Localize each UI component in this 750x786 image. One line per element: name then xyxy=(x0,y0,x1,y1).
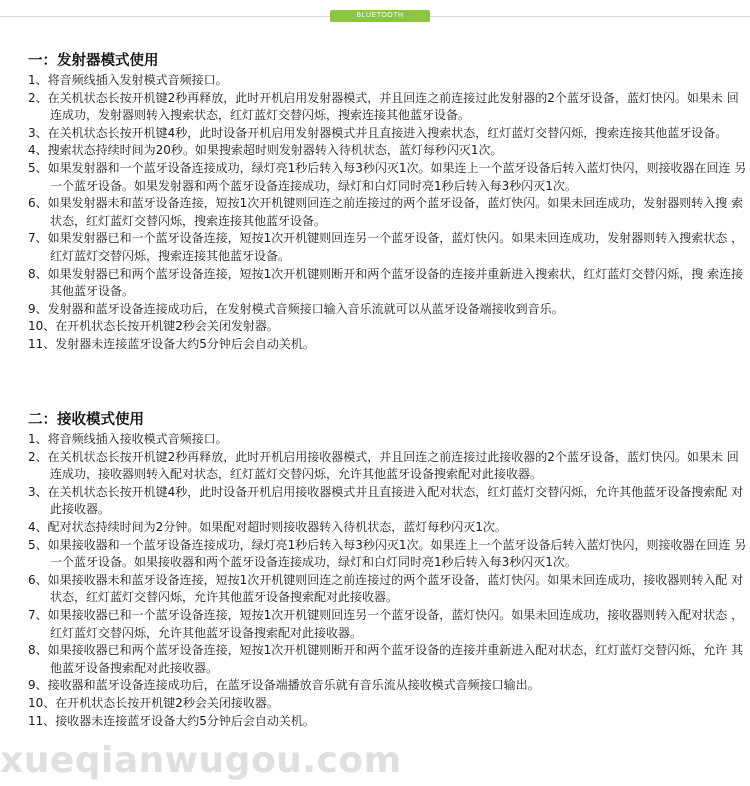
section-title: 一：发射器模式使用 xyxy=(28,53,159,69)
section-title: 二：接收模式使用 xyxy=(28,412,144,428)
list-item: 9、发射器和蓝牙设备连接成功后，在发射模式音频接口输入音乐流就可以从蓝牙设备端接收到音乐。 xyxy=(28,301,564,316)
bluetooth-badge: BLUETOOTH xyxy=(330,10,430,22)
list-item: 3、在关机状态长按开机键4秒，此时设备开机启用接收器模式并且直接进入配对状态，红灯蓝灯交替闪烁，允许其他蓝牙设备搜索配 对此接收器。 xyxy=(28,484,744,517)
list-item: 6、如果接收器未和蓝牙设备连接，短按1次开机键则回连之前连接过的两个蓝牙设备，蓝灯快闪。如果未回连成功，接收器则转入配 对状态，红灯蓝灯交替闪烁，允许其他蓝牙设备搜索配对此接收器。 xyxy=(28,572,744,605)
list-item: 2、在关机状态长按开机键2秒再释放，此时开机启用发射器模式，并且回连之前连接过此发射器的2个蓝牙设备，蓝灯快闪。如果未 回连成功，发射器则转入搜索状态，红灯蓝灯交替闪烁，搜索连接其他蓝牙设备。 xyxy=(28,90,739,123)
list-item: 5、如果发射器和一个蓝牙设备连接成功，绿灯亮1秒后转入每3秒闪灭1次。如果连上一个蓝牙设备后转入蓝灯快闪，则接收器在回连 另一个蓝牙设备。如果发射器和两个蓝牙设备连接成功，绿灯和白灯同时亮1秒后转入每3秒闪灭1次。 xyxy=(28,160,747,193)
list-item: 3、在关机状态长按开机键4秒，此时设备开机启用发射器模式并且直接进入搜索状态，红灯蓝灯交替闪烁，搜索连接其他蓝牙设备。 xyxy=(28,125,728,140)
list-item: 11、接收器未连接蓝牙设备大约5分钟后会自动关机。 xyxy=(28,713,315,728)
list-item: 5、如果接收器和一个蓝牙设备连接成功，绿灯亮1秒后转入每3秒闪灭1次。如果连上一个蓝牙设备后转入蓝灯快闪，则接收器在回连 另一个蓝牙设备。如果接收器和两个蓝牙设备连接成功，绿灯和白灯同时亮1秒后转入每3秒闪灭1次。 xyxy=(28,537,747,570)
transmitter-mode-section xyxy=(28,52,748,354)
list-item: 8、如果发射器已和两个蓝牙设备连接，短按1次开机键则断开和两个蓝牙设备的连接并重新进入搜索状，红灯蓝灯交替闪烁，搜 索连接其他蓝牙设备。 xyxy=(28,266,744,299)
list-item: 4、配对状态持续时间为2分钟。如果配对超时则接收器转入待机状态，蓝灯每秒闪灭1次。 xyxy=(28,519,507,534)
list-item: 6、如果发射器未和蓝牙设备连接，短按1次开机键则回连之前连接过的两个蓝牙设备，蓝灯快闪。如果未回连成功，发射器则转入搜 索状态，红灯蓝灯交替闪烁，搜索连接其他蓝牙设备。 xyxy=(28,196,744,228)
list-item: 9、接收器和蓝牙设备连接成功后，在蓝牙设备端播放音乐就有音乐流从接收模式音频接口输出。 xyxy=(28,678,540,693)
list-item: 10、在开机状态长按开机键2秒会关闭接收器。 xyxy=(28,695,279,710)
list-item: 11、发射器未连接蓝牙设备大约5分钟后会自动关机。 xyxy=(28,336,315,351)
list-item: 4、搜索状态持续时间为20秒。如果搜索超时则发射器转入待机状态，蓝灯每秒闪灭1次。 xyxy=(28,143,503,158)
list-item: 7、如果接收器已和一个蓝牙设备连接，短按1次开机键则回连另一个蓝牙设备，蓝灯快闪。如果未回连成功，接收器则转入配对状态 ，红灯蓝灯交替闪烁，允许其他蓝牙设备搜索配对此接收器。 xyxy=(28,607,744,640)
list-item: 10、在开机状态长按开机键2秒会关闭发射器。 xyxy=(28,319,279,334)
watermark: xueqianwugou.com xyxy=(0,740,402,781)
list-item: 8、如果接收器已和两个蓝牙设备连接，短按1次开机键则断开和两个蓝牙设备的连接并重新进入配对状态，红灯蓝灯交替闪烁，允许 其他蓝牙设备搜索配对此接收器。 xyxy=(28,643,744,675)
receiver-mode-section xyxy=(28,411,748,730)
list-item: 2、在关机状态长按开机键2秒再释放，此时开机启用接收器模式，并且回连之前连接过此接收器的2个蓝牙设备，蓝灯快闪。如果未 回连成功，接收器则转入配对状态，红灯蓝灯交替闪烁，允许其他蓝牙设备搜索配对此接收器。 xyxy=(28,449,739,482)
list-item: 7、如果发射器已和一个蓝牙设备连接，短按1次开机键则回连另一个蓝牙设备，蓝灯快闪。如果未回连成功，发射器则转入搜索状态 ，红灯蓝灯交替闪烁，搜索连接其他蓝牙设备。 xyxy=(28,231,744,263)
list-item: 1、将音频线插入发射模式音频接口。 xyxy=(28,73,228,87)
list-item: 1、将音频线插入接收模式音频接口。 xyxy=(28,432,228,446)
